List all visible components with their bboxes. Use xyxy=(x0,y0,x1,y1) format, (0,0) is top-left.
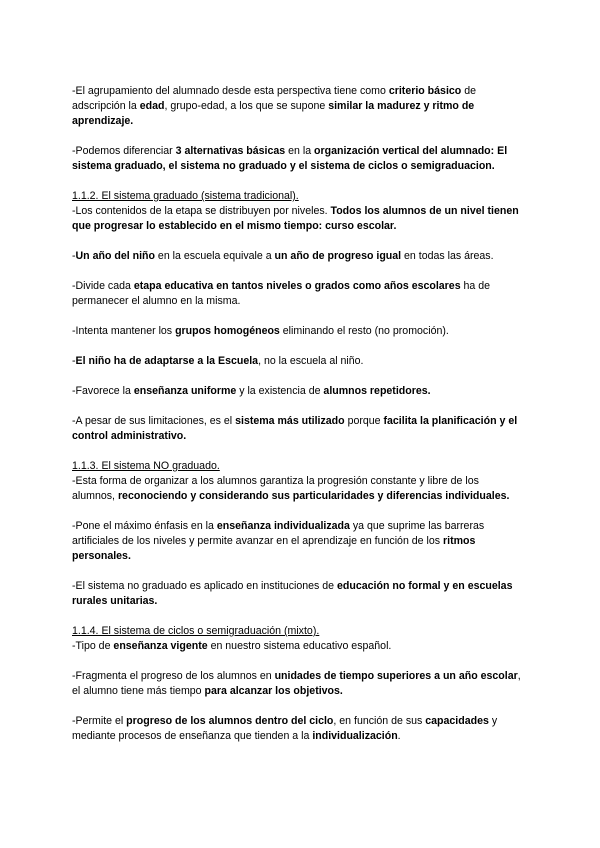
text-run: en la escuela equivale a xyxy=(154,250,275,262)
text-run: , no la escuela al niño. xyxy=(258,355,364,367)
bold-text-run: edad xyxy=(139,100,165,112)
text-run: -Esta forma de organizar a los alumnos garantiza la progresión constante y libre de los alumnos, xyxy=(72,475,479,502)
bold-text-run: educación no formal y en escuelas rurales unitarias. xyxy=(72,580,513,607)
text-run: , el alumno tiene más tiempo xyxy=(72,670,521,697)
text-run: de adscripción la xyxy=(72,85,476,112)
document-body xyxy=(72,84,524,759)
text-run: en la xyxy=(285,145,315,157)
text-run: y la existencia de xyxy=(236,385,324,397)
text-run: -Pone el máximo énfasis en la xyxy=(72,520,217,532)
body-paragraph xyxy=(72,579,524,609)
text-run: 1.1.4. El sistema de ciclos o semigraduación (mixto). xyxy=(72,625,320,637)
text-run: -Permite el xyxy=(72,715,127,727)
text-run: -Divide cada xyxy=(72,280,134,292)
body-paragraph xyxy=(72,414,524,444)
body-paragraph xyxy=(72,384,524,399)
text-run: eliminando el resto (no promoción). xyxy=(279,325,449,337)
text-run: 1.1.3. El sistema NO graduado. xyxy=(72,460,220,472)
section-heading xyxy=(72,624,524,639)
body-paragraph xyxy=(72,639,524,654)
body-paragraph xyxy=(72,324,524,339)
bold-text-run: ritmos personales. xyxy=(72,535,476,562)
bold-text-run: 3 alternativas básicas xyxy=(175,145,286,157)
text-run: -Fragmenta el progreso de los alumnos en xyxy=(72,670,275,682)
body-paragraph xyxy=(72,519,524,564)
bold-text-run: capacidades xyxy=(425,715,489,727)
bold-text-run: alumnos repetidores. xyxy=(323,385,431,397)
section-heading xyxy=(72,189,524,204)
bold-text-run: grupos homogéneos xyxy=(175,325,280,337)
text-run: -A pesar de sus limitaciones, es el xyxy=(72,415,236,427)
text-run: -El agrupamiento del alumnado desde esta perspectiva tiene como xyxy=(72,85,389,97)
text-run: -Los contenidos de la etapa se distribuyen por niveles. xyxy=(72,205,331,217)
text-run: -Favorece la xyxy=(72,385,134,397)
bold-text-run: similar la madurez y ritmo de aprendizaje. xyxy=(72,100,475,127)
body-paragraph xyxy=(72,354,524,369)
text-run: ha de permanecer el alumno en la misma. xyxy=(72,280,491,307)
text-run: 1.1.2. El sistema graduado (sistema tradicional). xyxy=(72,190,299,202)
text-run: , grupo-edad, a los que se supone xyxy=(164,100,329,112)
body-paragraph xyxy=(72,279,524,309)
bold-text-run: reconociendo y considerando sus particularidades y diferencias individuales. xyxy=(117,490,510,502)
text-run: , en función de sus xyxy=(333,715,426,727)
body-paragraph xyxy=(72,474,524,504)
bold-text-run: un año de progreso igual xyxy=(274,250,402,262)
bold-text-run: unidades de tiempo superiores a un año escolar xyxy=(274,670,518,682)
text-run: porque xyxy=(344,415,384,427)
text-run: -Intenta mantener los xyxy=(72,325,176,337)
body-paragraph xyxy=(72,84,524,129)
bold-text-run: para alcanzar los objetivos. xyxy=(204,685,343,697)
bold-text-run: sistema más utilizado xyxy=(235,415,345,427)
text-run: en nuestro sistema educativo español. xyxy=(207,640,392,652)
bold-text-run: organización vertical del alumnado: El sistema graduado, el sistema no graduado y el sistema de ciclos o semigraduacion. xyxy=(72,145,508,172)
text-run: - xyxy=(72,355,76,367)
text-run: . xyxy=(397,730,401,742)
bold-text-run: progreso de los alumnos dentro del ciclo xyxy=(126,715,334,727)
bold-text-run: El niño ha de adaptarse a la Escuela xyxy=(75,355,259,367)
bold-text-run: enseñanza individualizada xyxy=(216,520,350,532)
body-paragraph xyxy=(72,714,524,744)
body-paragraph xyxy=(72,144,524,174)
bold-text-run: facilita la planificación y el control administrativo. xyxy=(72,415,518,442)
bold-text-run: Todos los alumnos de un nivel tienen que progresar lo establecido en el mismo tiempo: curso escolar. xyxy=(72,205,519,232)
text-run: -El sistema no graduado es aplicado en instituciones de xyxy=(72,580,338,592)
text-run: -Tipo de xyxy=(72,640,114,652)
bold-text-run: enseñanza vigente xyxy=(113,640,208,652)
text-run: ya que suprime las barreras artificiales de los niveles y permite avanzar en el aprendizaje en función de los xyxy=(72,520,485,547)
body-paragraph xyxy=(72,249,524,264)
text-run: y mediante procesos de enseñanza que tienden a la xyxy=(72,715,498,742)
body-paragraph xyxy=(72,204,524,234)
text-run: -Podemos diferenciar xyxy=(72,145,176,157)
bold-text-run: Un año del niño xyxy=(75,250,155,262)
bold-text-run: enseñanza uniforme xyxy=(133,385,237,397)
bold-text-run: individualización xyxy=(312,730,398,742)
bold-text-run: criterio básico xyxy=(388,85,462,97)
section-heading xyxy=(72,459,524,474)
text-run: en todas las áreas. xyxy=(401,250,494,262)
text-run: - xyxy=(72,250,76,262)
body-paragraph xyxy=(72,669,524,699)
bold-text-run: etapa educativa en tantos niveles o grados como años escolares xyxy=(133,280,461,292)
